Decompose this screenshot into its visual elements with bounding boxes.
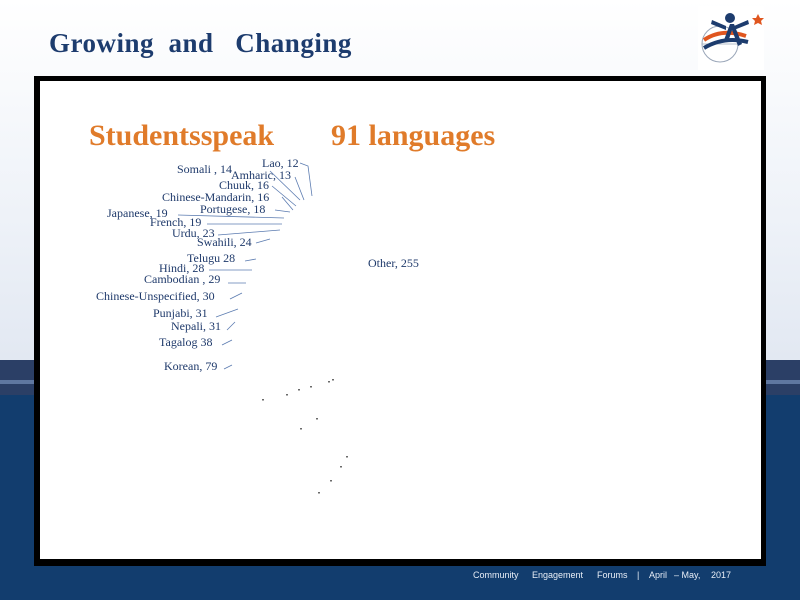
slice-label-chuuk: Chuuk, 16 <box>219 178 270 192</box>
leader-line-tagalog <box>222 340 232 345</box>
pie-mark <box>316 418 318 420</box>
pie-remnant-marks <box>262 379 348 494</box>
leader-line-chinese-unspecified <box>230 293 242 299</box>
slice-label-japanese: Japanese, 19 <box>107 206 168 220</box>
chart-title-part2: 91 languages <box>331 119 496 152</box>
pie-mark <box>298 389 300 391</box>
slice-label-somali: Somali , 14 <box>177 162 233 176</box>
slice-label-telugu: Telugu 28 <box>187 251 236 265</box>
slice-label-chinese-mandarin: Chinese-Mandarin, 16 <box>162 190 270 204</box>
slice-label-swahili: Swahili, 24 <box>197 235 252 249</box>
footer-may: – May, <box>674 570 701 580</box>
slice-label-other: Other, 255 <box>368 256 419 270</box>
slice-label-lao: Lao, 12 <box>262 156 299 170</box>
pie-mark <box>286 394 288 396</box>
slice-label-korean: Korean, 79 <box>164 359 218 373</box>
slice-label-chinese-unspecified: Chinese-Unspecified, 30 <box>96 289 215 303</box>
footer <box>0 570 800 586</box>
slice-label-hindi: Hindi, 28 <box>159 261 205 275</box>
leader-line-korean <box>224 365 232 369</box>
pie-mark <box>318 492 320 494</box>
footer-year: 2017 <box>711 570 732 580</box>
pie-mark <box>346 456 348 458</box>
leader-line-telugu <box>245 259 256 261</box>
slice-label-punjabi: Punjabi, 31 <box>153 306 208 320</box>
footer-community: Community <box>473 570 519 580</box>
slice-label-french: French, 19 <box>150 215 202 229</box>
pie-mark <box>300 428 302 430</box>
slice-labels <box>96 156 419 373</box>
slice-label-portugese: Portugese, 18 <box>200 202 266 216</box>
slice-label-cambodian: Cambodian , 29 <box>144 272 221 286</box>
footer-separator: | <box>637 570 640 580</box>
leader-line-nepali <box>227 322 235 330</box>
leader-line-chuuk <box>272 186 296 206</box>
pie-mark <box>340 466 342 468</box>
slice-label-tagalog: Tagalog 38 <box>159 335 213 349</box>
pie-mark <box>330 480 332 482</box>
leader-line-swahili <box>256 239 270 243</box>
slide-title: Growing and Changing <box>49 28 352 58</box>
slice-label-amharic: Amharic, 13 <box>231 168 291 182</box>
leader-line-portugese <box>275 210 290 212</box>
leader-line-lao <box>300 163 312 196</box>
footer-engagement: Engagement <box>532 570 584 580</box>
pie-mark <box>262 399 264 401</box>
slice-label-urdu: Urdu, 23 <box>172 226 215 240</box>
pie-mark <box>310 386 312 388</box>
pie-mark <box>332 379 334 381</box>
footer-april: April <box>649 570 668 580</box>
pie-mark <box>328 381 330 383</box>
slice-label-nepali: Nepali, 31 <box>171 319 221 333</box>
footer-forums: Forums <box>597 570 628 580</box>
leader-line-punjabi <box>216 309 238 317</box>
chart-title-part1: Studentsspeak <box>89 119 275 152</box>
